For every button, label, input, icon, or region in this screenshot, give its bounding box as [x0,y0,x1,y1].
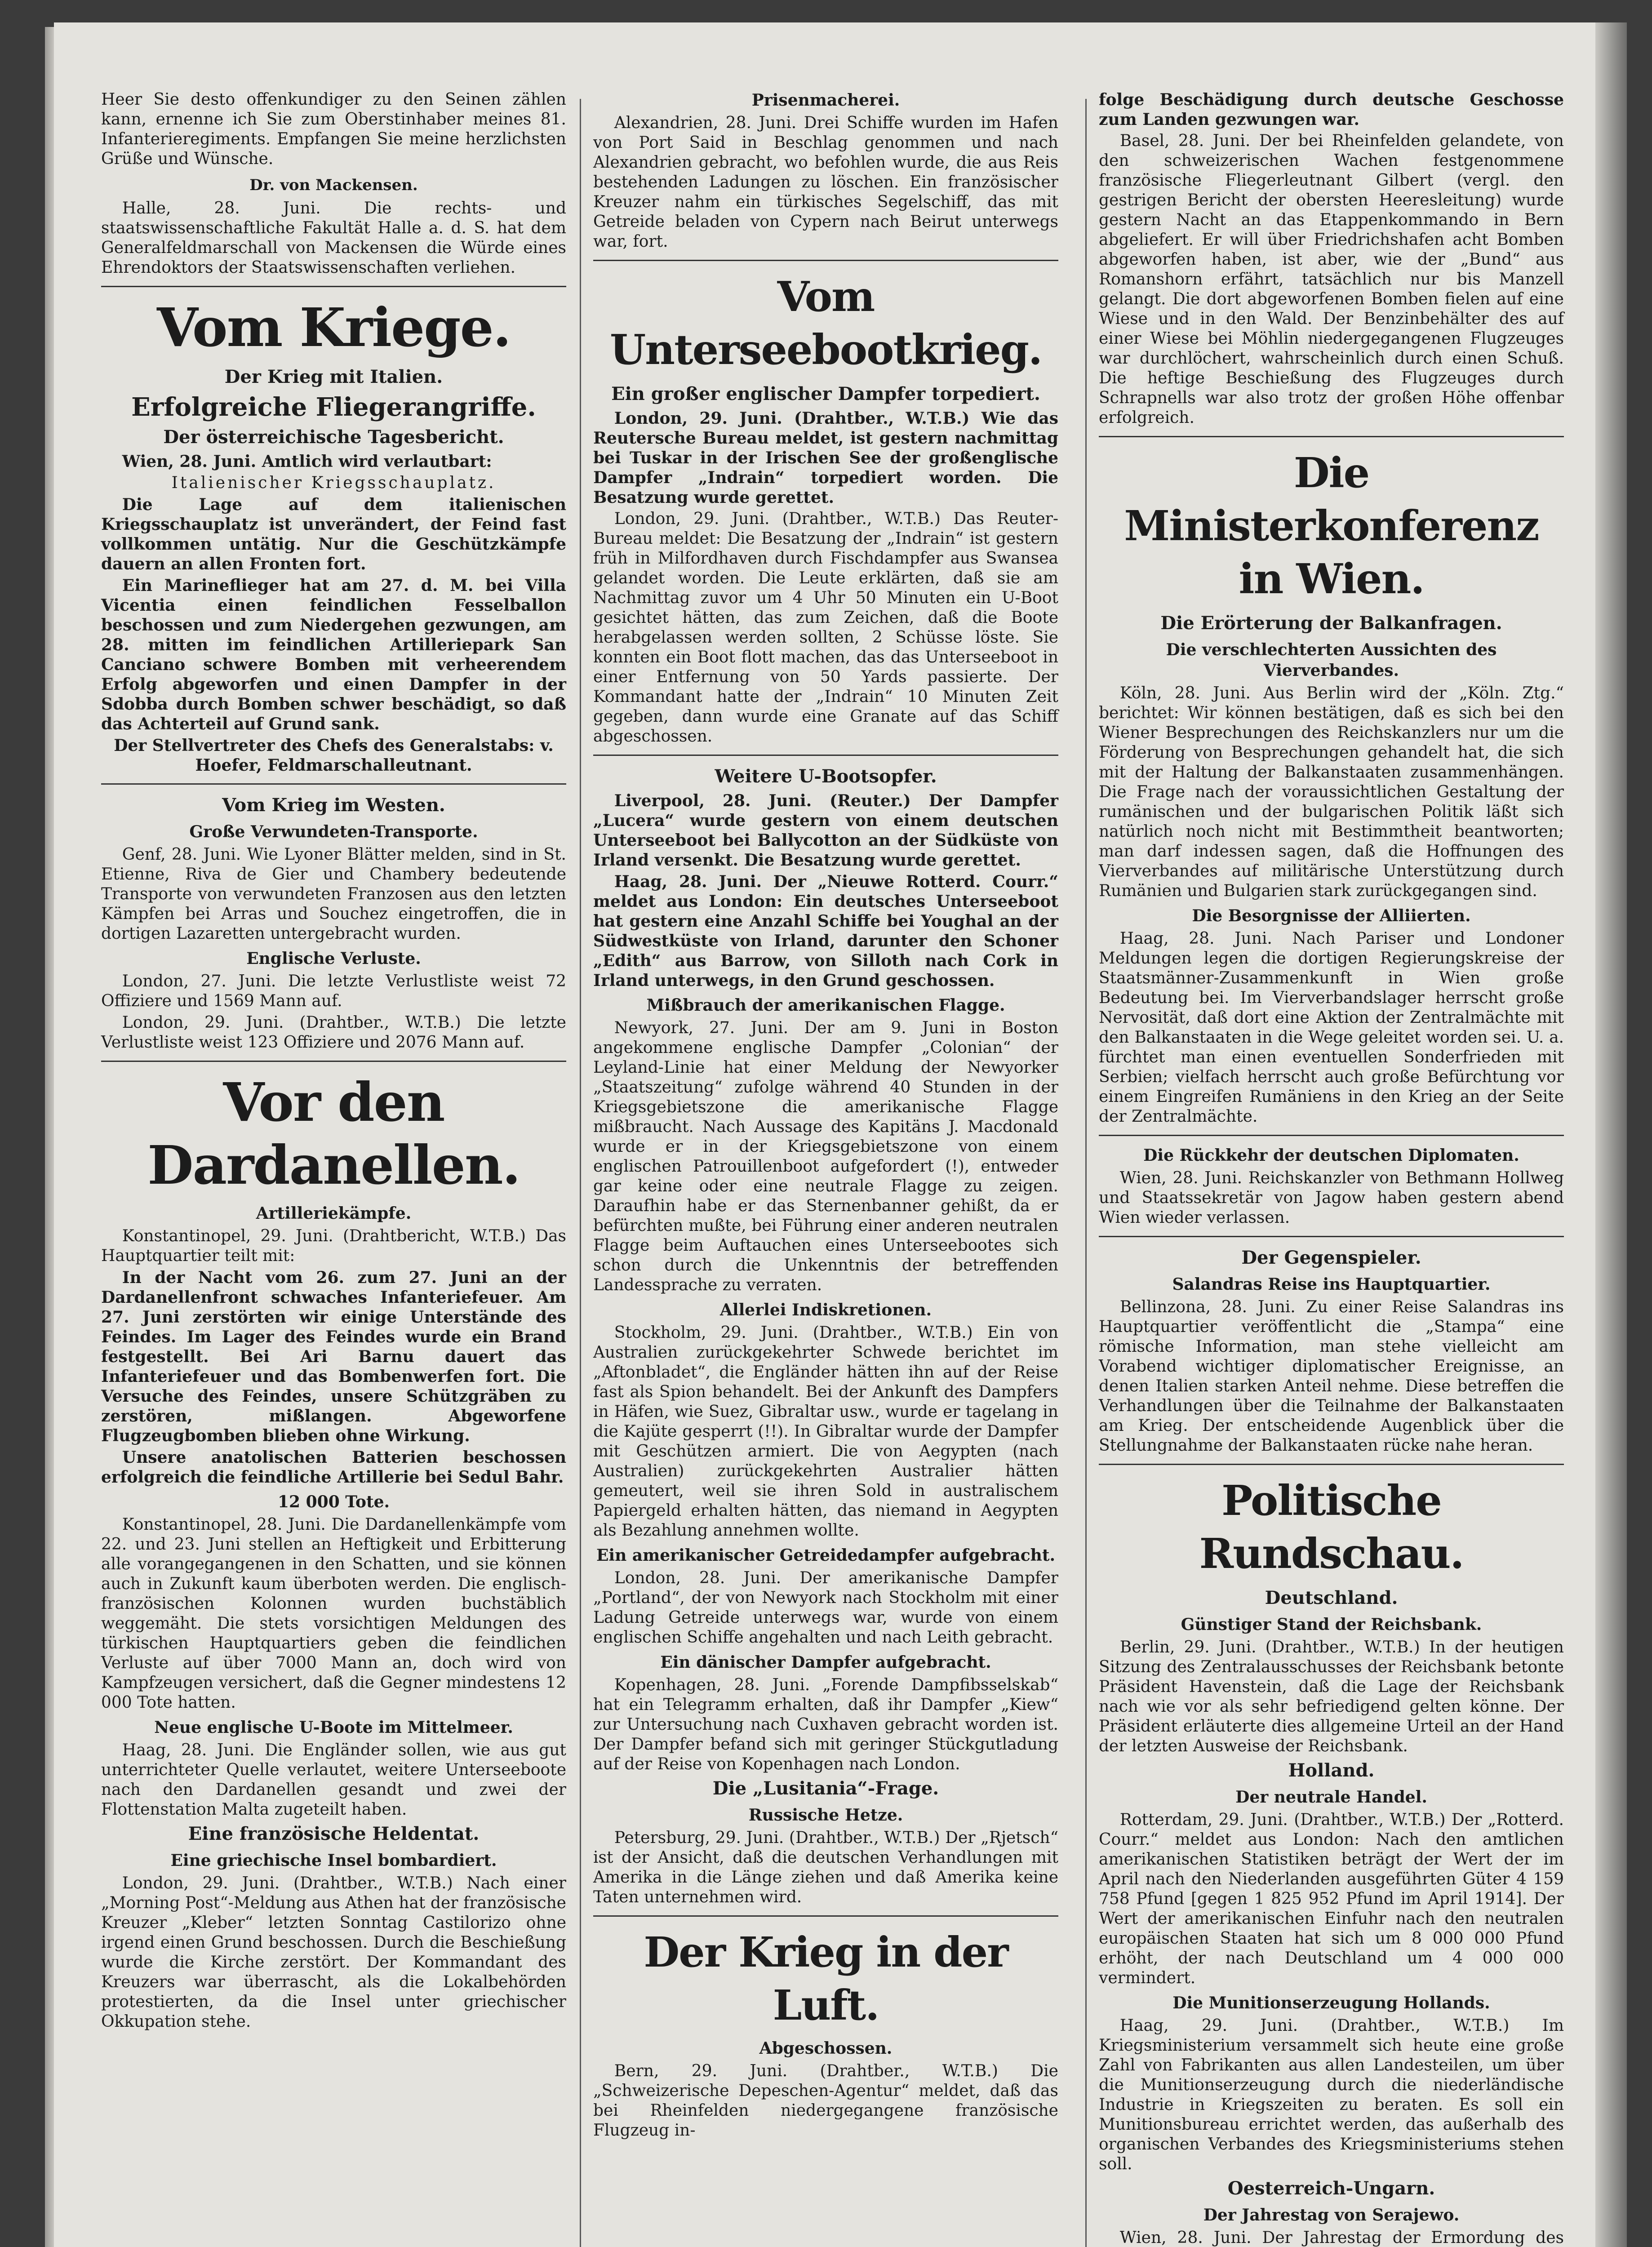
article-paragraph: Konstantinopel, 29. Juni. (Drahtbericht, W.T.B.) Das Hauptquartier teilt mit: [101,1227,566,1265]
article-paragraph: Italienischer Kriegsschauplatz. [171,474,496,492]
subheading: Holland. [1288,1760,1375,1781]
subheading: Ein dänischer Dampfer aufgebracht. [660,1653,991,1672]
section-headline: Vom Unterseebootkrieg. [609,272,1042,374]
article-paragraph: Liverpool, 28. Juni. (Reuter.) Der Dampfer „Lucera“ wurde gestern von einem deutschen Unterseeboot bei Ballycotton an der Südküste von Irland versenkt. Die Besatzung wurde gerettet. [593,791,1058,870]
article-paragraph: London, 29. Juni. (Drahtber., W.T.B.) Nach einer „Morning Post“-Meldung aus Athen hat der französische Kreuzer „Kleber“ letzten Sonntag Castilorizo ohne irgend einen Grund beschossen. Durch die Beschießung wurde die Kirche zerstört. Der Kommandant des Kreuzers war überrascht, als die Lokalbehörden protestierten, da die Insel unter griechischer Okkupation stehe. [101,1874,566,2031]
article-paragraph: Wien, 28. Juni. Amtlich wird verlautbart: [122,452,492,471]
divider [593,755,1058,756]
article-paragraph: Haag, 28. Juni. Der „Nieuwe Rotterd. Courr.“ meldet aus London: Ein deutsches Unterseeboot hat gestern eine Anzahl Schiffe bei Youghal an der Südwestküste von Irland, darunter den Schoner „Edith“ aus Barrow, von Silloth nach Cork in Irland unterwegs, in den Grund geschossen. [593,872,1058,990]
article-paragraph: In der Nacht vom 26. zum 27. Juni an der Dardanellenfront schwaches Infanteriefeuer. Am 27. Juni zerstörten wir einige Unterstände des Feindes. Im Lager des Feindes wurde ein Brand festgestellt. Bei Ari Barnu dauert das Infanteriefeuer und das Bombenwerfen fort. Die Versuche des Feindes, unsere Schützgräben zu zerstören, mißlangen. Abgeworfene Flugzeugbomben blieben ohne Wirkung. [101,1268,566,1445]
subheading: Eine griechische Insel bombardiert. [170,1851,497,1870]
subheading: Allerlei Indiskretionen. [720,1301,932,1319]
column-2 [593,90,1058,2142]
subheading: Die verschlechterten Aussichten des Vierverbandes. [1166,640,1497,680]
divider [101,783,566,785]
signature: Dr. von Mackensen. [249,176,418,194]
article-paragraph: London, 29. Juni. (Drahtber., W.T.B.) Wie das Reutersche Bureau meldet, ist gestern nachmittag bei Tuskar in der Irischen See der großenglische Dampfer „Indrain“ torpediert worden. Die Besatzung wurde gerettet. [593,409,1058,507]
subheading: Englische Verluste. [246,949,421,968]
article-paragraph: London, 27. Juni. Die letzte Verlustliste weist 72 Offiziere und 1569 Mann auf. [101,972,566,1010]
article-paragraph: Heer Sie desto offenkundiger zu den Seinen zählen kann, ernenne ich Sie zum Oberstinhaber meines 81. Infanterieregiments. Empfangen Sie meine herzlichsten Grüße und Wünsche. [101,90,566,168]
subheading: Der österreichische Tagesbericht. [163,426,504,448]
article-paragraph: Haag, 28. Juni. Die Engländer sollen, wie aus gut unterrichteter Quelle verlautet, weitere Unterseeboote nach den Dardanellen gesandt und zwei der Flottenstation Malta zugeteilt haben. [101,1741,566,1819]
subheading: Vom Krieg im Westen. [222,795,445,816]
subheading: Ein amerikanischer Getreidedampfer aufgebracht. [596,1546,1055,1565]
article-paragraph: Petersburg, 29. Juni. (Drahtber., W.T.B.) Der „Rjetsch“ ist der Ansicht, daß die deutschen Verhandlungen mit Amerika in die Länge ziehen und daß Amerika keine Taten unternehmen wird. [593,1829,1058,1906]
article-paragraph: Halle, 28. Juni. Die rechts- und staatswissenschaftliche Fakultät Halle a. d. S. hat dem Generalfeldmarschall von Mackensen die Würde eines Ehrendoktors der Staatswissenschaften verliehen. [101,199,566,277]
subheading: Salandras Reise ins Hauptquartier. [1172,1275,1491,1294]
subheading: Deutschland. [1265,1587,1398,1608]
article-paragraph: Bellinzona, 28. Juni. Zu einer Reise Salandras ins Hauptquartier veröffentlicht die „Stampa“ eine römische Information, man stehe vielleicht am Vorabend wichtiger diplomatischer Ereignisse, an denen Italien starken Anteil nehme. Diese betreffen die Verhandlungen über die Teilnahme der Balkanstaaten am Krieg. Der entscheidende Augenblick über die Stellungnahme der Balkanstaaten rücke nahe heran. [1099,1298,1564,1455]
article-paragraph: London, 29. Juni. (Drahtber., W.T.B.) Das Reuter-Bureau meldet: Die Besatzung der „Indrain“ ist gestern früh in Milfordhaven durch Fischdampfer aus Swansea gelandet worden. Die Leute erklärten, daß sie am Nachmittag zuvor um 4 Uhr 50 Minuten ein U-Boot gesichtet hätten, das zum Zeichen, daß die Boote herabgelassen werden sollten, 2 Schüsse löste. Sie konnten ein Boot flott machen, das das Unterseeboot in einer Entfernung von 50 Yards passierte. Der Kommandant hatte der „Indrain“ 10 Minuten Zeit gegeben, dann wurde eine Granate auf das Schiff abgeschossen. [593,510,1058,746]
subheading: Ein großer englischer Dampfer torpediert. [611,383,1040,404]
subheading: Die Rückkehr der deutschen Diplomaten. [1143,1146,1519,1165]
subheading: Günstiger Stand der Reichsbank. [1181,1615,1482,1634]
section-headline: Die Ministerkonferenz in Wien. [1124,449,1539,603]
article-paragraph: Basel, 28. Juni. Der bei Rheinfelden gelandete, von den schweizerischen Wachen festgenommene französische Fliegerleutnant Gilbert (vergl. den gestrigen Bericht der obersten Heeresleitung) wurde gestern Nacht an das Etappenkommando in Bern abgeliefert. Er will über Friedrichshafen acht Bomben abgeworfen haben, ist aber, wie der „Bund“ aus Romanshorn erfährt, tatsächlich nur bis Manzell gelangt. Die dort abgeworfenen Bomben fielen auf eine Wiese und in den Wald. Der Benzinbehälter des auf einer Wiese bei Möhlin niedergegangenen Flugzeuges war durchlöchert, wahrscheinlich durch einen Schuß. Die heftige Beschießung des Flugzeuges durch Schrapnells war also trotz der großen Höhe offenbar erfolgreich. [1099,132,1564,427]
subheading: Oesterreich-Ungarn. [1227,2178,1435,2199]
article-paragraph: Wien, 28. Juni. Reichskanzler von Bethmann Hollweg und Staatssekretär von Jagow haben gestern abend Wien wieder verlassen. [1099,1169,1564,1227]
article-paragraph: Haag, 28. Juni. Nach Pariser und Londoner Meldungen legen die dortigen Regierungskreise der Staatsmänner-Zusammenkunft in Wien große Bedeutung bei. Im Vierverbandslager herrscht große Nervosität, daß dort eine Aktion der Zentralmächte mit den Balkanstaaten in die Wege geleitet worden sei. U. a. fürchtet man einen eventuellen Sonderfrieden mit Serbien; vielfach herrscht auch große Befürchtung vor einem Eingreifen Rumäniens in den Krieg an der Seite der Zentralmächte. [1099,929,1564,1126]
article-paragraph: Ein Marineflieger hat am 27. d. M. bei Villa Vicentia einen feindlichen Fesselballon beschossen und zum Niedergehen gezwungen, am 28. mitten im feindlichen Artilleriepark San Canciano schwere Bomben mit verheerendem Erfolg abgeworfen und einen Dampfer in der Sdobba durch Bomben schwer beschädigt, so daß das Achterteil auf Grund sank. [101,576,566,733]
article-paragraph: Bern, 29. Juni. (Drahtber., W.T.B.) Die „Schweizerische Depeschen-Agentur“ meldet, daß das bei Rheinfelden niedergegangene französische Flugzeug in- [593,2062,1058,2140]
divider [593,260,1058,261]
subheading: Die Munitionserzeugung Hollands. [1172,1994,1490,2012]
divider [101,1061,566,1062]
subheading: Prisenmacherei. [751,91,900,110]
section-headline: Vom Kriege. [157,296,511,359]
subheading: Der neutrale Handel. [1235,1788,1427,1807]
subheading: 12 000 Tote. [277,1492,390,1511]
divider [1099,1135,1564,1136]
column-rule-2 [1085,99,1087,2247]
article-paragraph: London, 28. Juni. Der amerikanische Dampfer „Portland“, der von Newyork nach Stockholm mit einer Ladung Getreide unterwegs war, wurde von einem englischen Schiffe angehalten und nach Leith gebracht. [593,1569,1058,1647]
article-paragraph: London, 29. Juni. (Drahtber., W.T.B.) Die letzte Verlustliste weist 123 Offiziere und 2076 Mann auf. [101,1013,566,1052]
subheading: Die Erörterung der Balkanfragen. [1160,613,1502,634]
article-paragraph: folge Beschädigung durch deutsche Geschosse zum Landen gezwungen war. [1099,90,1564,129]
article-paragraph: Der Stellvertreter des Chefs des Generalstabs: v. Hoefer, Feldmarschalleutnant. [114,736,554,775]
article-paragraph: Berlin, 29. Juni. (Drahtber., W.T.B.) In der heutigen Sitzung des Zentralausschusses der Reichsbank betonte Präsident Havenstein, daß die Lage der Reichsbank nach wie vor als sehr befriedigend gelten könne. Der Präsident erläuterte dies allgemeine Urteil an der Hand der letzten Ausweise der Reichsbank. [1099,1638,1564,1755]
subheading: Abgeschossen. [759,2039,893,2058]
subheading: Der Gegenspieler. [1241,1247,1421,1268]
article-paragraph: Die Lage auf dem italienischen Kriegsschauplatz ist unverändert, der Feind fast vollkommen untätig. Nur die Geschützkämpfe dauern an allen Fronten fort. [101,495,566,573]
subheading: Die „Lusitania“-Frage. [712,1778,939,1799]
divider [101,286,566,287]
divider [1099,1236,1564,1237]
divider [1099,1464,1564,1465]
divider [1099,436,1564,437]
article-paragraph: Unsere anatolischen Batterien beschossen erfolgreich die feindliche Artillerie bei Sedul Bahr. [101,1448,566,1487]
subheading: Weitere U-Bootsopfer. [715,766,937,787]
article-paragraph: Alexandrien, 28. Juni. Drei Schiffe wurden im Hafen von Port Said in Beschlag genommen und nach Alexandrien gebracht, wo befohlen wurde, die aus Reis bestehenden Ladungen zu löschen. Ein französischer Kreuzer nahm ein türkisches Segelschiff, das mit Getreide beladen von Cypern nach Beirut unterwegs war, fort. [593,114,1058,251]
subheading: Eine französische Heldentat. [188,1823,480,1844]
scan-border [1595,22,1627,2247]
subheading: Erfolgreiche Fliegerangriffe. [131,392,536,422]
subheading: Die Besorgnisse der Alliierten. [1192,906,1471,925]
article-paragraph: Rotterdam, 29. Juni. (Drahtber., W.T.B.) Der „Rotterd. Courr.“ meldet aus London: Nach den amtlichen amerikanischen Statistiken beträgt der Wert der im April nach den Niederlanden ausgeführten Güter 4 159 758 Pfund [gegen 1 825 952 Pfund im April 1914]. Der Wert der amerikanischen Einfuhr nach den neutralen europäischen Staaten hat sich um 8 000 000 Pfund erhöht, der nach Deutschland um 4 000 000 vermindert. [1099,1811,1564,1987]
subheading: Mißbrauch der amerikanischen Flagge. [646,996,1005,1015]
subheading: Der Jahrestag von Serajewo. [1203,2206,1460,2225]
section-headline: Der Krieg in der Luft. [644,1928,1008,2029]
column-1 [101,90,566,2034]
article-paragraph: Newyork, 27. Juni. Der am 9. Juni in Boston angekommene englische Dampfer „Colonian“ der Leyland-Linie hat einer Meldung der Newyorker „Staatszeitung“ zufolge während 40 Stunden in der Kriegsgebietszone die amerikanische Flagge mißbraucht. Nach Aussage des Kapitäns J. Macdonald wurde er in der Kriegsgebietszone von einem englischen Patrouillenboot aufgefordert (!), entweder gar keine oder eine neutrale Flagge zu zeigen. Daraufhin habe er das Sternenbanner gehißt, da er befürchten mußte, bei Führung einer anderen neutralen Flagge beim Auftauchen eines Unterseebootes sich schon durch die Unkenntnis der betreffenden Landessprache zu verraten. [593,1019,1058,1294]
column-3 [1099,90,1564,2247]
article-paragraph: Kopenhagen, 28. Juni. „Forende Dampfibsselskab“ hat ein Telegramm erhalten, daß ihr Dampfer „Kiew“ zur Untersuchung nach Cuxhaven gebracht worden ist. Der Dampfer befand sich mit geringer Stückgutladung auf der Reise von Kopenhagen nach London. [593,1676,1058,1773]
divider [593,1915,1058,1917]
article-paragraph: Stockholm, 29. Juni. (Drahtber., W.T.B.) Ein von Australien zurückgekehrter Schwede berichtet im „Aftonbladet“, die Engländer hätten ihn auf der Reise fast als Spion behandelt. Bei der Ankunft des Dampfers in Häfen, wie Suez, Gibraltar usw., wurde er tagelang in die Kajüte gesperrt (!!). In Gibraltar wurde der Dampfer mit Geschützen armiert. Die von Aegypten (nach Australien) zurückgekehrten Australier hätten gemeutert, weil sie ihren Sold in australischem Papiergeld erhalten hätten, das niemand in Aegypten als Bezahlung annehmen wollte. [593,1323,1058,1540]
article-paragraph: Wien, 28. Juni. Der Jahrestag der Ermordung des [1119,2229,1564,2247]
subheading: Russische Hetze. [748,1806,903,1825]
article-paragraph: Köln, 28. Juni. Aus Berlin wird der „Köln. Ztg.“ berichtet: Wir können bestätigen, daß es sich bei den Wiener Besprechungen des Reichskanzlers nur um die Förderung von Besprechungen gehandelt hat, die sich mit der Haltung der Balkanstaaten zusammenhängen. Die Frage nach der voraussichtlichen Gestaltung der rumänischen und der bulgarischen Politik läßt sich natürlich noch nicht mit Bestimmtheit beantworten; man darf indessen sagen, daß die Hoffnungen des Vierverbandes auf militärische Unterstützung durch Rumänien und Bulgarien stark zurückgegangen sind. [1099,684,1564,900]
section-headline: Politische Rundschau. [1199,1476,1464,1578]
subheading: Große Verwundeten-Transporte. [189,822,478,841]
subheading: Artilleriekämpfe. [256,1204,412,1223]
subheading: Neue englische U-Boote im Mittelmeer. [154,1718,513,1737]
article-paragraph: Konstantinopel, 28. Juni. Die Dardanellenkämpfe vom 22. und 23. Juni stellen an Heftigkeit und Erbitterung alle vorangegangenen in den Schatten, und sie können auch in Zukunft kaum überboten werden. Die englisch-französischen Kolonnen wurden buchstäblich weggemäht. Die stets vorsichtigen Meldungen des türkischen Hauptquartiers geben die feindlichen Verluste auf über 7000 Mann an, doch wird von Kampfzeugen versichert, daß die Gegner mindestens 12 000 Tote hatten. [101,1515,566,1712]
column-rule-1 [580,99,581,2247]
article-paragraph: Haag, 29. Juni. (Drahtber., W.T.B.) Im Kriegsministerium versammelt sich heute eine große Zahl von Fabrikanten aus allen Landesteilen, um über die Munitionserzeugung durch die niederländische Industrie in Kriegszeiten zu beraten. Es soll ein Munitionsbureau errichtet werden, das außerhalb des organischen Verbandes des Kriegsministeriums stehen soll. [1099,2016,1564,2173]
subheading: Der Krieg mit Italien. [224,366,443,387]
section-headline: Vor den Dardanellen. [147,1071,520,1196]
article-paragraph: Genf, 28. Juni. Wie Lyoner Blätter melden, sind in St. Etienne, Riva de Gier und Chambery bedeutende Transporte von verwundeten Franzosen aus den letzten Kämpfen bei Arras und Souchez eingetroffen, die in dortigen Lazaretten untergebracht wurden. [101,845,566,943]
